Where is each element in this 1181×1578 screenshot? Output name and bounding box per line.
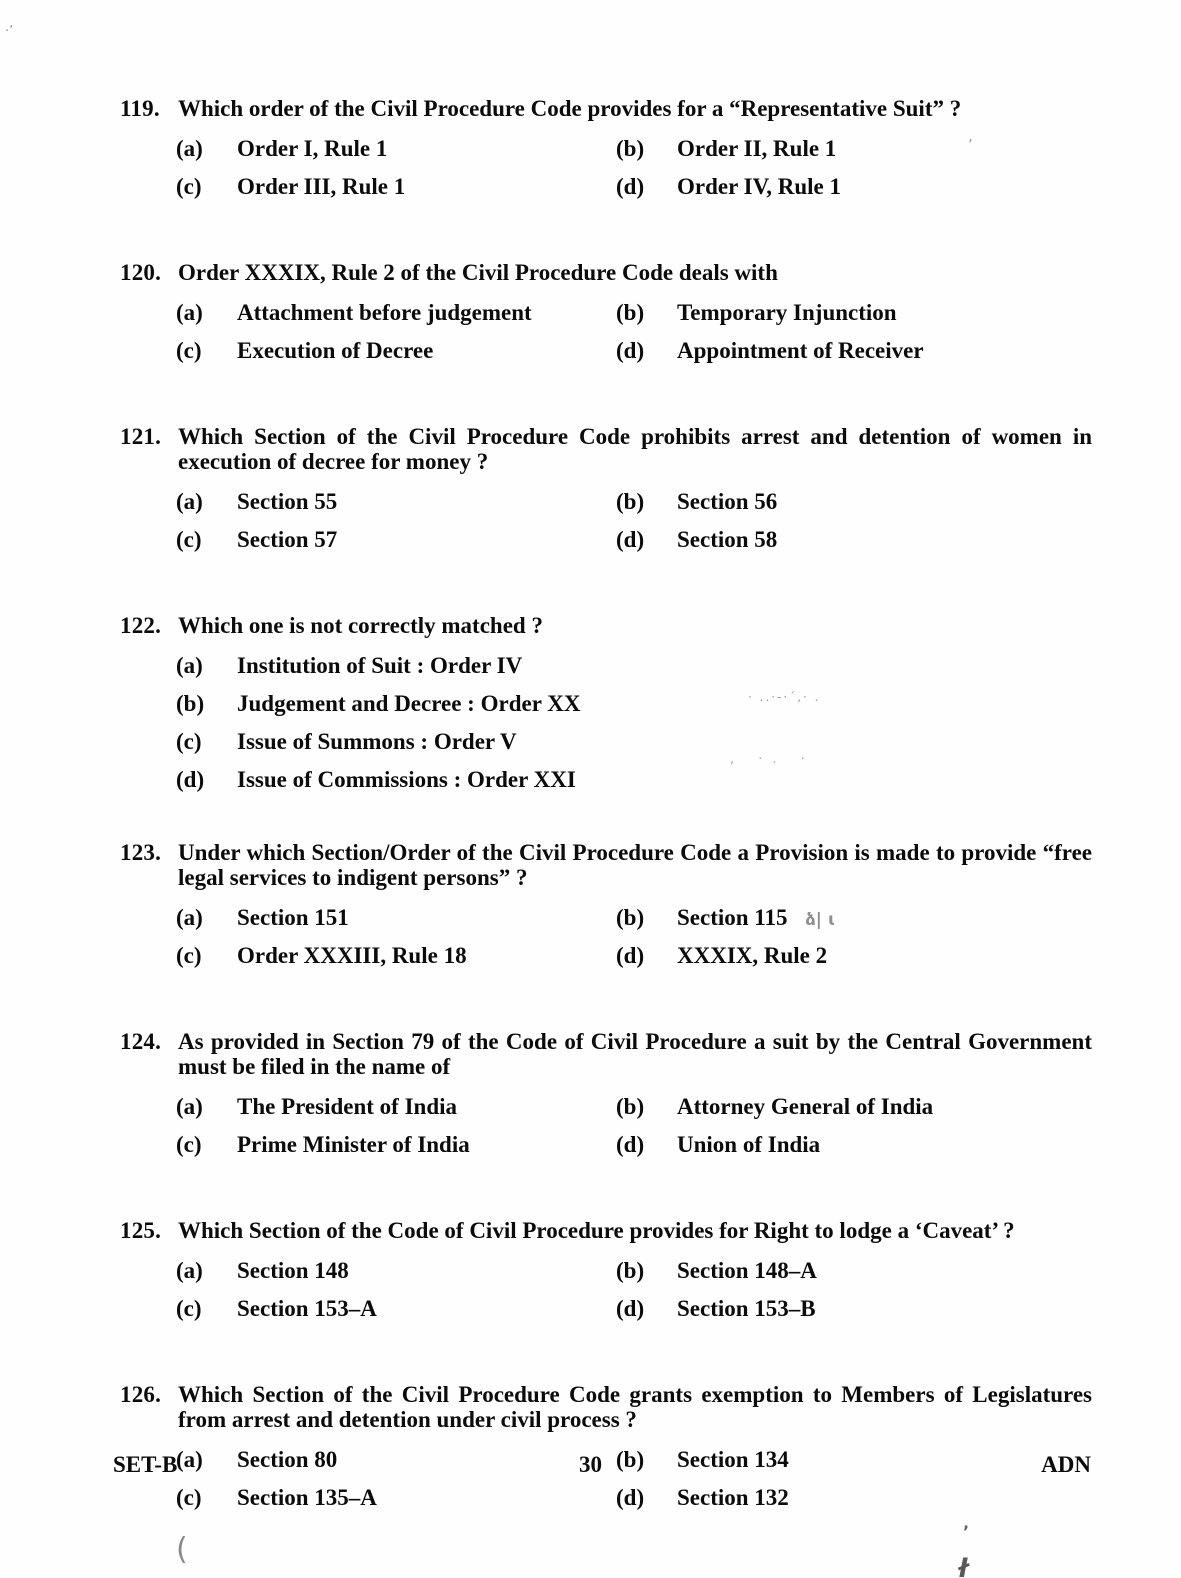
question-head [120, 1218, 1092, 1243]
option-letter: (a) [176, 300, 203, 325]
option-letter: (d) [616, 1485, 645, 1510]
question-text: Which Section of the Civil Procedure Code prohibits arrest and detention of women in execution of decree for money ? [178, 424, 1092, 474]
option-text: Order XXXIII, Rule 18 [237, 943, 467, 968]
question-head [120, 1029, 1092, 1079]
option-letter: (a) [176, 1447, 203, 1472]
question-head [120, 1382, 1092, 1432]
answer-option [616, 338, 1092, 363]
question [120, 1218, 1092, 1334]
answer-option [176, 527, 616, 552]
question-text: Under which Section/Order of the Civil Procedure Code a Provision is made to provide “free legal services to indigent persons” ? [178, 840, 1092, 890]
option-letter: (d) [616, 174, 645, 199]
answer-option [176, 338, 616, 363]
answer-option [616, 174, 1092, 199]
option-letter: (b) [176, 691, 205, 716]
option-letter: (a) [176, 905, 203, 930]
scan-artifact: ( [176, 1532, 188, 1567]
question-number: 125. [120, 1218, 162, 1243]
question-text: Order XXXIX, Rule 2 of the Civil Procedure Code deals with [178, 260, 778, 285]
option-letter: (b) [616, 489, 645, 514]
option-letter: (b) [616, 136, 645, 161]
scan-artifact: ·’ [5, 24, 14, 39]
scan-artifact: ’ [963, 1522, 970, 1541]
question [120, 840, 1092, 981]
option-text: Order III, Rule 1 [237, 174, 406, 199]
answer-option [176, 300, 616, 325]
option-letter: (c) [176, 1296, 202, 1321]
question-head [120, 613, 1092, 638]
option-text: Section 80 [237, 1447, 338, 1472]
question-head [120, 840, 1092, 890]
option-letter: (b) [616, 1094, 645, 1119]
booklet-code: ADN [1041, 1452, 1091, 1477]
answer-option [616, 136, 1092, 161]
option-letter: (a) [176, 1094, 203, 1119]
answer-option [176, 1485, 616, 1510]
page-footer [0, 1452, 1181, 1482]
question [120, 96, 1092, 212]
option-text: Section 153–B [677, 1296, 816, 1321]
answer-option [176, 943, 616, 968]
question-number: 121. [120, 424, 162, 449]
question-list [120, 96, 1092, 1571]
answer-option [176, 174, 616, 199]
answer-option [616, 1094, 1092, 1119]
option-text: Issue of Commissions : Order XXI [237, 767, 576, 792]
question-number: 123. [120, 840, 162, 865]
option-text: Section 57 [237, 527, 338, 552]
option-letter: (d) [616, 943, 645, 968]
answer-option [616, 1132, 1092, 1157]
scan-artifact: ł [958, 1554, 968, 1578]
question-text: As provided in Section 79 of the Code of Civil Procedure a suit by the Central Government must be filed in the name of [178, 1029, 1092, 1079]
option-text: The President of India [237, 1094, 458, 1119]
answer-option [616, 1485, 1092, 1510]
question-options [176, 300, 1092, 376]
question-text: Which Section of the Civil Procedure Code grants exemption to Members of Legislatures from arrest and detention under civil process ? [178, 1382, 1092, 1432]
answer-option [176, 653, 1092, 678]
option-letter: (c) [176, 729, 202, 754]
question-text: Which one is not correctly matched ? [178, 613, 543, 638]
answer-option [176, 905, 616, 930]
option-text: Section 148–A [677, 1258, 817, 1283]
option-text: Judgement and Decree : Order XX [237, 691, 581, 716]
option-text: Section 115 [677, 905, 788, 930]
answer-option [616, 300, 1092, 325]
option-text: Attorney General of India [677, 1094, 934, 1119]
question-options [176, 1094, 1092, 1170]
question-head [120, 424, 1092, 474]
question-number: 126. [120, 1382, 162, 1407]
scan-artifact: · ..·-·΄,· . [748, 690, 821, 704]
answer-option [616, 905, 1092, 930]
question-number: 124. [120, 1029, 162, 1054]
question-number: 122. [120, 613, 162, 638]
option-text: Temporary Injunction [677, 300, 897, 325]
question-options [176, 653, 1092, 792]
option-text: Section 132 [677, 1485, 789, 1510]
answer-option [616, 489, 1092, 514]
option-text: Institution of Suit : Order IV [237, 653, 523, 678]
option-text: XXXIX, Rule 2 [677, 943, 828, 968]
option-text: Section 135–A [237, 1485, 377, 1510]
answer-option [176, 136, 616, 161]
option-letter: (c) [176, 527, 202, 552]
question-number: 120. [120, 260, 162, 285]
answer-option [176, 767, 1092, 792]
option-text: Execution of Decree [237, 338, 434, 363]
scan-artifact: ’ [968, 136, 973, 154]
option-letter: (b) [616, 300, 645, 325]
question-options [176, 1258, 1092, 1334]
option-letter: (c) [176, 1132, 202, 1157]
question [120, 1029, 1092, 1170]
answer-option [176, 729, 1092, 754]
option-text: Attachment before judgement [237, 300, 532, 325]
option-letter: (d) [616, 527, 645, 552]
option-text: Section 56 [677, 489, 778, 514]
question-text: Which Section of the Code of Civil Procedure provides for Right to lodge a ‘Caveat’ ? [178, 1218, 1015, 1243]
question-options [176, 136, 1092, 212]
option-text: Issue of Summons : Order V [237, 729, 517, 754]
answer-option [616, 527, 1092, 552]
question-options [176, 489, 1092, 565]
answer-option [176, 691, 1092, 716]
option-text: Prime Minister of India [237, 1132, 470, 1157]
option-text: Section 55 [237, 489, 338, 514]
option-text: Appointment of Receiver [677, 338, 924, 363]
option-text: Section 58 [677, 527, 778, 552]
option-text: Section 148 [237, 1258, 349, 1283]
option-letter: (a) [176, 136, 203, 161]
option-letter: (a) [176, 653, 203, 678]
option-text: Section 151 [237, 905, 349, 930]
option-letter: (a) [176, 1258, 203, 1283]
option-text: Section 153–A [237, 1296, 377, 1321]
question [120, 260, 1092, 376]
option-letter: (c) [176, 943, 202, 968]
answer-option [176, 1132, 616, 1157]
option-text: Section 134 [677, 1447, 789, 1472]
option-text: Union of India [677, 1132, 821, 1157]
option-text: Order IV, Rule 1 [677, 174, 841, 199]
option-text: Order II, Rule 1 [677, 136, 837, 161]
scan-artifact: , ·. · [730, 752, 815, 767]
option-letter: (b) [616, 905, 645, 930]
option-letter: (d) [616, 1132, 645, 1157]
option-letter: (c) [176, 338, 202, 363]
question-options [176, 905, 1092, 981]
question-text: Which order of the Civil Procedure Code provides for a “Representative Suit” ? [178, 96, 962, 121]
question-head [120, 260, 1092, 285]
answer-option [176, 489, 616, 514]
question-head [120, 96, 1092, 121]
answer-option [616, 1258, 1092, 1283]
option-letter: (b) [616, 1447, 645, 1472]
option-letter: (c) [176, 1485, 202, 1510]
scan-artifact: ձ| ɩ [805, 910, 836, 930]
option-letter: (d) [616, 1296, 645, 1321]
option-letter: (d) [616, 338, 645, 363]
answer-option [616, 943, 1092, 968]
question-number: 119. [120, 96, 160, 121]
page-number: 30 [579, 1452, 602, 1477]
question [120, 424, 1092, 565]
option-letter: (b) [616, 1258, 645, 1283]
answer-option [176, 1094, 616, 1119]
option-letter: (a) [176, 489, 203, 514]
option-text: Order I, Rule 1 [237, 136, 388, 161]
question [120, 613, 1092, 792]
set-label: SET-B [113, 1452, 178, 1477]
option-letter: (d) [176, 767, 205, 792]
answer-option [176, 1258, 616, 1283]
answer-option [616, 1296, 1092, 1321]
option-letter: (c) [176, 174, 202, 199]
answer-option [176, 1296, 616, 1321]
